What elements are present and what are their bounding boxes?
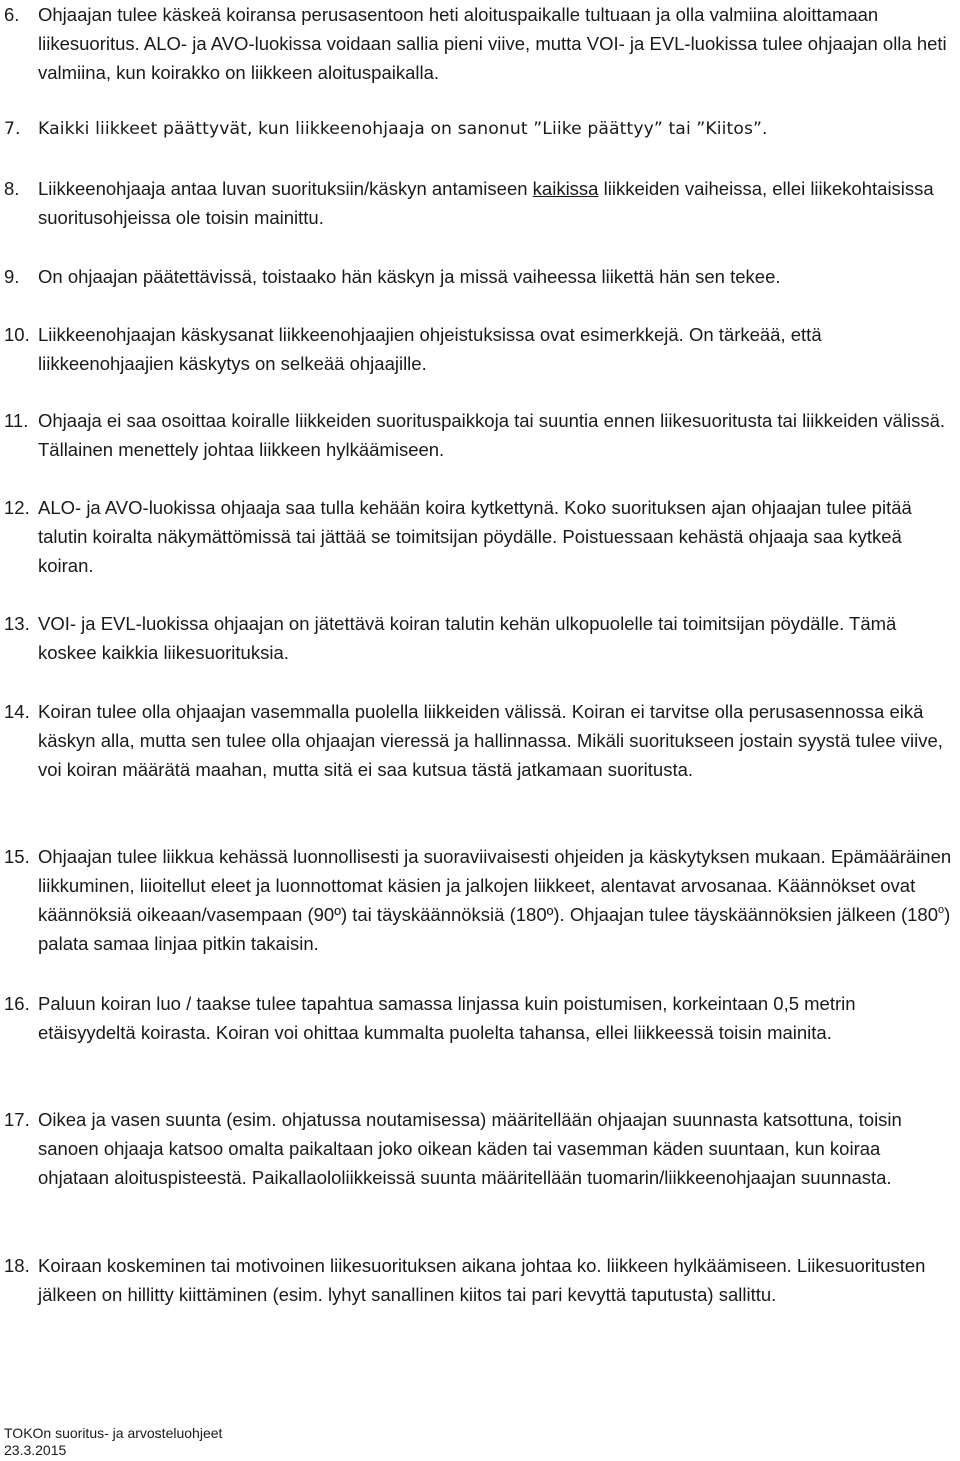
rule-number: 16. [4,993,30,1014]
rule-text-underlined: kaikissa [532,178,599,199]
rule-text: Kaikki liikkeet päättyvät, kun liikkeenohjaaja on sanonut ”Liike päättyy” tai ”Kiitos”. [38,119,768,139]
rule-number: 10. [4,324,30,345]
rule-text-part: Liikkeenohjaaja antaa luvan suorituksiin/käskyn antamiseen [38,178,533,199]
rule-text: Oikea ja vasen suunta (esim. ohjatussa noutamisessa) määritellään ohjaajan suunnasta katsottuna, toisin sanoen ohjaaja katsoo omalta paikaltaan joko oikean käden tai vasemman käden suuntaan, kun koiraa ohjataan aloituspisteestä. Paikallaololiikkeissä suunta määritellään tuomarin/liikkeenohjaajan suunnasta. [38,1109,902,1188]
rule-item-12 [4,493,956,580]
rule-number: 9. [4,266,20,287]
rule-number: 13. [4,613,30,634]
rule-text [38,174,956,232]
rule-text: Liikkeenohjaajan käskysanat liikkeenohjaajien ohjeistuksissa ovat esimerkkejä. On tärkeää, että liikkeenohjaajien käskytys on selkeää ohjaajille. [38,324,822,374]
degree-superscript: o [938,904,945,916]
rule-text: On ohjaajan päätettävissä, toistaako hän käskyn ja missä vaiheessa liikettä hän sen tekee. [38,266,781,287]
rule-text-part: ) palata samaa linjaa pitkin takaisin. [38,904,951,954]
rule-number: 18. [4,1255,30,1276]
rule-number: 6. [4,4,20,25]
rule-text-part: Ohjaajan tulee liikkua kehässä luonnollisesti ja suoraviivaisesti ohjeiden ja käskytyksen mukaan. Epämääräinen liikkuminen, liioitellut eleet ja luonnottomat käsien ja jalkojen liikkeet, alentavat arvosanaa. Käännökset ovat käännöksiä oikeaan/vasempaan (90º) tai täyskäännöksiä (180º). Ohjaajan tulee täyskäännöksien jälkeen (180 [38,846,952,925]
rule-text: Koiran tulee olla ohjaajan vasemmalla puolella liikkeiden välissä. Koiran ei tarvitse olla perusasennossa eikä käskyn alla, mutta sen tulee olla ohjaajan vieressä ja hallinnassa. Mikäli suoritukseen jostain syystä tulee viive, voi koiran määrätä maahan, mutta sitä ei saa kutsua tästä jatkamaan suoritusta. [38,701,943,780]
rule-number: 8. [4,178,20,199]
rule-text: Paluun koiran luo / taakse tulee tapahtua samassa linjassa kuin poistumisen, korkeintaan 0,5 metrin etäisyydeltä koirasta. Koiran voi ohittaa kummalta puolelta tahansa, ellei liikkeessä toisin mainita. [38,993,856,1043]
rule-item-16 [4,989,956,1047]
rule-text-part: liikkeiden vaiheissa, ellei liikekohtaisissa suoritusohjeissa ole toisin mainittu. [38,178,934,228]
rule-item-9 [4,262,956,291]
rule-text: Ohjaajan tulee käskeä koiransa perusasentoon heti aloituspaikalle tultuaan ja olla valmiina aloittamaan liikesuoritus. ALO- ja AVO-luokissa voidaan sallia pieni viive, mutta VOI- ja EVL-luokissa tulee ohjaajan olla heti valmiina, kun koirakko on liikkeen aloituspaikalla. [38,4,947,83]
rule-number: 15. [4,846,30,867]
rule-item-7 [4,115,956,144]
footer-date: 23.3.2015 [4,1442,67,1458]
rule-item-11 [4,406,956,464]
rule-item-14 [4,697,956,784]
rule-text: VOI- ja EVL-luokissa ohjaajan on jätettävä koiran talutin kehän ulkopuolelle tai toimitsijan pöydälle. Tämä koskee kaikkia liikesuorituksia. [38,613,897,663]
rule-number: 11. [4,410,29,431]
rule-item-15 [4,842,956,958]
rule-item-17 [4,1105,956,1192]
rule-number: 17. [4,1109,30,1130]
footer-title: TOKOn suoritus- ja arvosteluohjeet [4,1425,223,1441]
rule-text [38,842,956,958]
rule-number: 12. [4,497,30,518]
rule-item-8 [4,174,956,232]
rule-text: Koiraan koskeminen tai motivoinen liikesuorituksen aikana johtaa ko. liikkeen hylkäämiseen. Liikesuoritusten jälkeen on hillitty kiittäminen (esim. lyhyt sanallinen kiitos tai pari kevyttä taputusta) sallittu. [38,1255,926,1305]
rule-item-13 [4,609,956,667]
rule-number: 14. [4,701,30,722]
rule-item-10 [4,320,956,378]
rule-text: Ohjaaja ei saa osoittaa koiralle liikkeiden suorituspaikkoja tai suuntia ennen liikesuoritusta tai liikkeiden välissä. Tällainen menettely johtaa liikkeen hylkäämiseen. [38,410,945,460]
rule-item-18 [4,1251,956,1309]
rule-number: 7. [4,119,21,139]
rule-text: ALO- ja AVO-luokissa ohjaaja saa tulla kehään koira kytkettynä. Koko suorituksen ajan ohjaajan tulee pitää talutin koiralta näkymättömissä tai jättää se toimitsijan pöydälle. Poistuessaan kehästä ohjaaja saa kytkeä koiran. [38,497,912,576]
rule-item-6 [4,0,956,87]
